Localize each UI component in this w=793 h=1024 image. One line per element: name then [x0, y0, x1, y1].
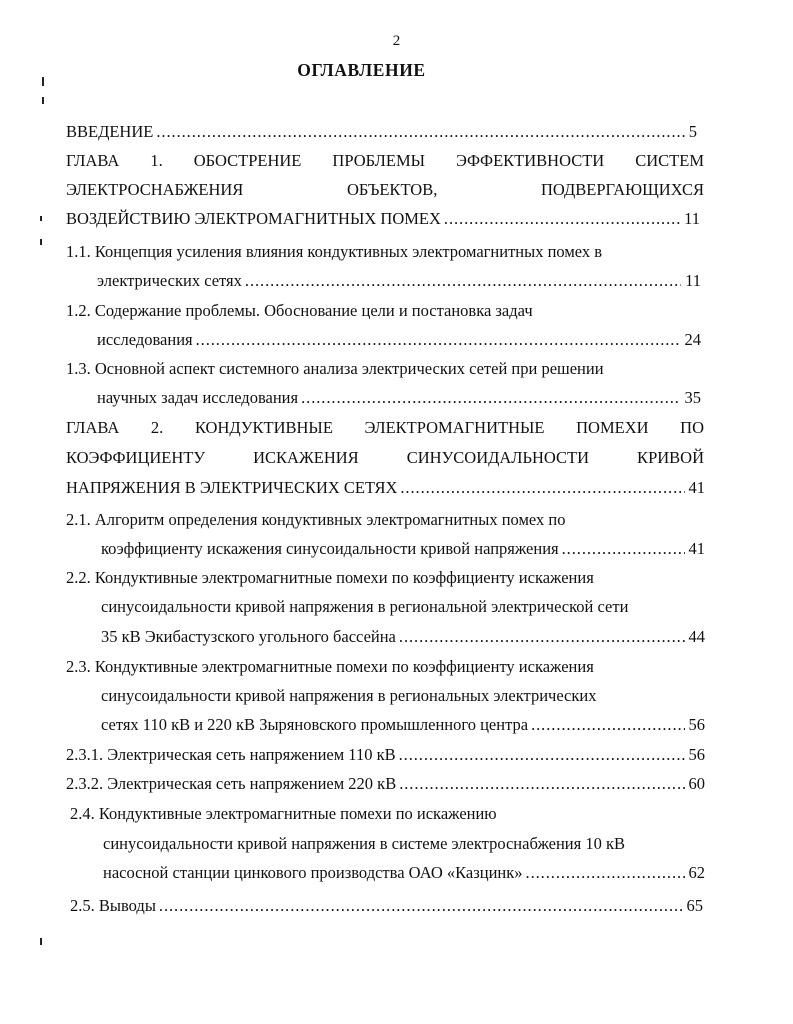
page-title: ОГЛАВЛЕНИЕ: [297, 60, 426, 80]
toc-section-2-4-line3[interactable]: [103, 858, 705, 888]
toc-entry-label: исследования: [97, 330, 193, 349]
toc-entry-label: ВВЕДЕНИЕ: [66, 122, 154, 141]
toc-chapter-1-line3[interactable]: [66, 204, 700, 234]
toc-section-1-3-line2[interactable]: [97, 383, 701, 413]
toc-page-number: 24: [684, 330, 701, 349]
dot-leader: [159, 891, 683, 921]
toc-entry-intro[interactable]: [66, 117, 697, 147]
page-number: 2: [392, 33, 401, 49]
toc-section-1-1-line1[interactable]: 1.1. Концепция усиления влияния кондуктивных электромагнитных помех в: [66, 242, 603, 261]
toc-section-2-3-line3[interactable]: [101, 710, 705, 740]
toc-entry-label: научных задач исследования: [97, 388, 299, 407]
toc-entry-label: коэффициенту искажения синусоидальности кривой напряжения: [101, 539, 559, 558]
scan-mark: [40, 216, 42, 221]
toc-entry-label: сетях 110 кВ и 220 кВ Зыряновского промышленного центра: [101, 715, 529, 734]
toc-entry-label: электрических сетях: [97, 271, 242, 290]
toc-chapter-1-line2[interactable]: ЭЛЕКТРОСНАБЖЕНИЯ ОБЪЕКТОВ, ПОДВЕРГАЮЩИХСЯ: [66, 180, 704, 199]
toc-chapter-2-line2[interactable]: КОЭФФИЦИЕНТУ ИСКАЖЕНИЯ СИНУСОИДАЛЬНОСТИ КРИВОЙ: [66, 448, 704, 467]
toc-chapter-1-line1[interactable]: ГЛАВА 1. ОБОСТРЕНИЕ ПРОБЛЕМЫ ЭФФЕКТИВНОСТИ СИСТЕМ: [66, 151, 704, 170]
toc-section-1-2-line2[interactable]: [97, 325, 701, 355]
toc-page-number: 56: [688, 715, 705, 734]
toc-page-number: 44: [688, 627, 705, 646]
dot-leader: [301, 383, 680, 413]
toc-section-1-2-line1[interactable]: 1.2. Содержание проблемы. Обоснование цели и постановка задач: [66, 301, 533, 320]
dot-leader: [399, 622, 685, 652]
dot-leader: [562, 534, 685, 564]
toc-page-number: 60: [688, 774, 705, 793]
scan-mark: [40, 938, 42, 945]
dot-leader: [156, 117, 684, 147]
toc-section-1-1-line2[interactable]: [97, 266, 701, 296]
toc-section-2-2-line1[interactable]: 2.2. Кондуктивные электромагнитные помехи по коэффициенту искажения: [66, 568, 594, 587]
toc-section-1-3-line1[interactable]: 1.3. Основной аспект системного анализа электрических сетей при решении: [66, 359, 604, 378]
dot-leader: [526, 858, 685, 888]
dot-leader: [531, 710, 684, 740]
toc-section-2-5[interactable]: [70, 891, 703, 921]
toc-page-number: 56: [688, 745, 705, 764]
toc-section-2-4-line1[interactable]: 2.4. Кондуктивные электромагнитные помехи по искажению: [70, 804, 497, 823]
toc-section-2-2-line2[interactable]: синусоидальности кривой напряжения в региональной электрической сети: [101, 597, 629, 616]
dot-leader: [399, 740, 685, 770]
scan-mark: [40, 239, 42, 245]
toc-section-2-1-line1[interactable]: 2.1. Алгоритм определения кондуктивных электромагнитных помех по: [66, 510, 566, 529]
toc-section-2-1-line2[interactable]: [101, 534, 705, 564]
toc-page-number: 35: [684, 388, 701, 407]
toc-entry-label: 2.3.2. Электрическая сеть напряжением 220 кВ: [66, 774, 397, 793]
toc-entry-label: НАПРЯЖЕНИЯ В ЭЛЕКТРИЧЕСКИХ СЕТЯХ: [66, 478, 398, 497]
scan-mark: [42, 77, 44, 86]
toc-section-2-3-1[interactable]: [66, 740, 705, 770]
toc-section-2-2-line3[interactable]: [101, 622, 705, 652]
toc-section-2-3-line2[interactable]: синусоидальности кривой напряжения в региональных электрических: [101, 686, 597, 705]
toc-entry-label: насосной станции цинкового производства ОАО «Казцинк»: [103, 863, 523, 882]
dot-leader: [400, 473, 684, 503]
dot-leader: [399, 769, 684, 799]
toc-page-number: 62: [688, 863, 705, 882]
dot-leader: [196, 325, 681, 355]
dot-leader: [245, 266, 681, 296]
toc-section-2-4-line2[interactable]: синусоидальности кривой напряжения в системе электроснабжения 10 кВ: [103, 834, 625, 853]
toc-section-2-3-line1[interactable]: 2.3. Кондуктивные электромагнитные помехи по коэффициенту искажения: [66, 657, 594, 676]
toc-chapter-2-line3[interactable]: [66, 473, 705, 503]
toc-page-number: 11: [684, 209, 700, 228]
toc-chapter-2-line1[interactable]: ГЛАВА 2. КОНДУКТИВНЫЕ ЭЛЕКТРОМАГНИТНЫЕ ПОМЕХИ ПО: [66, 418, 704, 437]
toc-entry-label: ВОЗДЕЙСТВИЮ ЭЛЕКТРОМАГНИТНЫХ ПОМЕХ: [66, 209, 441, 228]
toc-section-2-3-2[interactable]: [66, 769, 705, 799]
toc-page-number: 41: [688, 539, 705, 558]
toc-entry-label: 35 кВ Экибастузского угольного бассейна: [101, 627, 396, 646]
toc-page-number: 65: [686, 896, 703, 915]
toc-page-number: 11: [685, 271, 701, 290]
toc-page-number: 41: [688, 478, 705, 497]
dot-leader: [444, 204, 680, 234]
scan-mark: [42, 97, 44, 104]
toc-entry-label: 2.3.1. Электрическая сеть напряжением 110 кВ: [66, 745, 396, 764]
toc-page-number: 5: [688, 122, 697, 141]
toc-entry-label: 2.5. Выводы: [70, 896, 156, 915]
